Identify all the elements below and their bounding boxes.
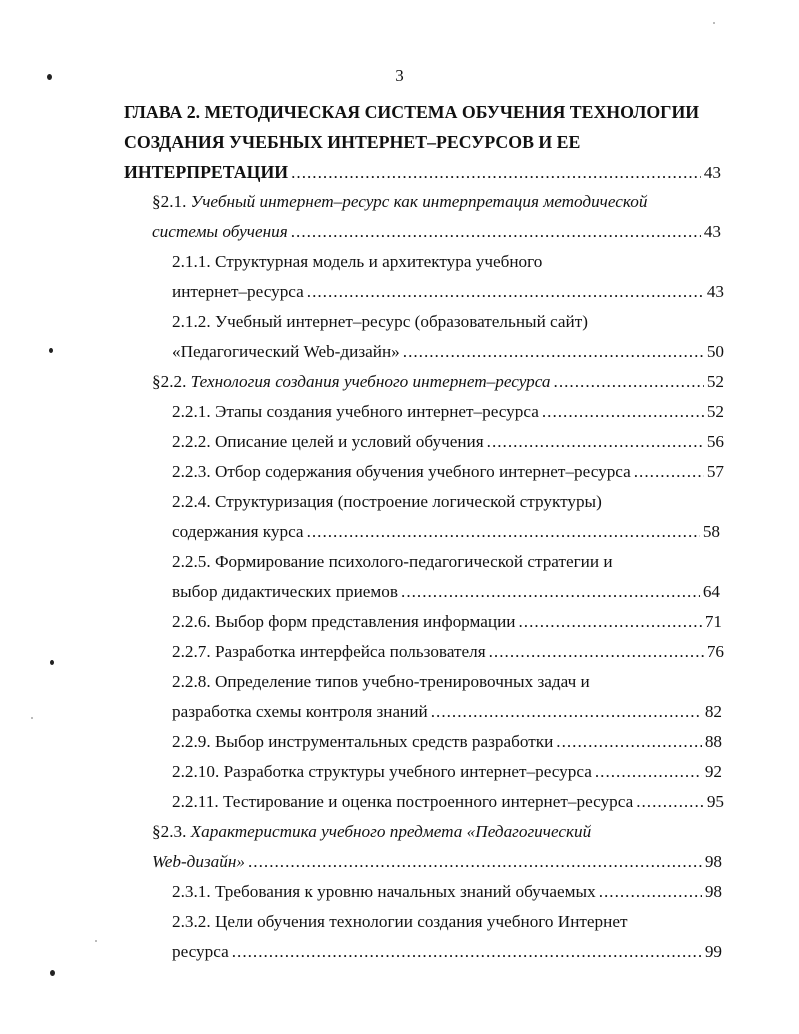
item-page: 50 <box>706 342 724 361</box>
scan-speck <box>95 940 97 942</box>
item-title-cont: ресурса <box>172 942 229 961</box>
section-2-1-line-2[interactable] <box>152 222 721 248</box>
leader-dots <box>307 282 704 302</box>
section-2-3-line-2[interactable] <box>152 852 722 878</box>
leader-dots <box>636 792 704 812</box>
item-title: Требования к уровню начальных знаний обучаемых <box>214 882 596 901</box>
chapter-title-line-3: ИНТЕРПРЕТАЦИИ <box>124 162 289 182</box>
scan-mark <box>49 348 53 353</box>
toc-item-2-2-4[interactable] <box>172 492 712 518</box>
item-number: 2.2.3. <box>172 462 211 481</box>
item-number: 2.1.2. <box>172 312 211 331</box>
item-title: Этапы создания учебного интернет–ресурса <box>214 402 539 421</box>
leader-dots <box>556 732 702 752</box>
section-title: Характеристика учебного предмета «Педагогический <box>190 822 592 841</box>
leader-dots <box>634 462 704 482</box>
section-title: Учебный интернет–ресурс как интерпретация методической <box>190 192 648 211</box>
item-page: 88 <box>704 732 722 751</box>
item-number: 2.1.1. <box>172 252 211 271</box>
item-number: 2.3.2. <box>172 912 211 931</box>
scan-mark <box>50 660 54 665</box>
section-2-1-line-1[interactable] <box>152 192 712 218</box>
item-title-cont: выбор дидактических приемов <box>172 582 399 601</box>
item-page: 52 <box>706 402 724 421</box>
item-number: 2.2.2. <box>172 432 211 451</box>
leader-dots <box>554 372 704 392</box>
item-number: 2.2.10. <box>172 762 220 781</box>
toc-item-2-2-4-cont[interactable] <box>172 522 720 548</box>
item-number: 2.2.5. <box>172 552 211 571</box>
item-page: 58 <box>702 522 720 541</box>
section-page: 52 <box>706 372 724 391</box>
item-title: Учебный интернет–ресурс (образовательный сайт) <box>214 312 588 331</box>
item-page: 71 <box>704 612 722 631</box>
item-title-cont: «Педагогический Web-дизайн» <box>172 342 400 361</box>
toc-item-2-2-5-cont[interactable] <box>172 582 720 608</box>
item-number: 2.2.11. <box>172 792 219 811</box>
leader-dots <box>401 582 700 602</box>
item-title-cont: интернет–ресурса <box>172 282 304 301</box>
item-title: Структурная модель и архитектура учебного <box>214 252 543 271</box>
section-number: §2.2. <box>152 372 187 391</box>
item-page: 64 <box>702 582 720 601</box>
chapter-title-line-1: ГЛАВА 2. МЕТОДИЧЕСКАЯ СИСТЕМА ОБУЧЕНИЯ ТЕХНОЛОГИИ <box>124 102 700 122</box>
item-page: 92 <box>704 762 722 781</box>
item-number: 2.2.6. <box>172 612 211 631</box>
toc-item-2-2-11[interactable] <box>172 792 724 818</box>
toc-item-2-3-1[interactable] <box>172 882 722 908</box>
toc-item-2-2-2[interactable] <box>172 432 724 458</box>
item-number: 2.2.4. <box>172 492 211 511</box>
toc-item-2-1-2[interactable] <box>172 312 712 338</box>
leader-dots <box>595 762 702 782</box>
toc-item-2-2-1[interactable] <box>172 402 724 428</box>
leader-dots <box>291 222 701 242</box>
section-page: 43 <box>703 222 721 241</box>
item-title: Разработка структуры учебного интернет–ресурса <box>223 762 592 781</box>
section-title-cont: Web-дизайн» <box>152 852 245 871</box>
item-title: Выбор форм представления информации <box>214 612 516 631</box>
item-page: 95 <box>706 792 724 811</box>
item-number: 2.2.1. <box>172 402 211 421</box>
toc-item-2-2-8-cont[interactable] <box>172 702 722 728</box>
section-title: Технология создания учебного интернет–ресурса <box>190 372 551 391</box>
leader-dots <box>307 522 700 542</box>
scan-speck <box>713 22 715 24</box>
leader-dots <box>291 163 701 183</box>
toc-item-2-2-8[interactable] <box>172 672 712 698</box>
section-2-3-line-1[interactable] <box>152 822 712 848</box>
item-title: Выбор инструментальных средств разработки <box>214 732 554 751</box>
chapter-title-line-2: СОЗДАНИЯ УЧЕБНЫХ ИНТЕРНЕТ–РЕСУРСОВ И ЕЕ <box>124 132 581 152</box>
item-page: 82 <box>704 702 722 721</box>
section-title-cont: системы обучения <box>152 222 288 241</box>
leader-dots <box>599 882 702 902</box>
item-title: Разработка интерфейса пользователя <box>214 642 486 661</box>
item-title: Структуризация (построение логической структуры) <box>214 492 602 511</box>
toc-item-2-2-5[interactable] <box>172 552 712 578</box>
section-number: §2.1. <box>152 192 187 211</box>
leader-dots <box>431 702 702 722</box>
toc-item-2-3-2-cont[interactable] <box>172 942 722 968</box>
leader-dots <box>489 642 704 662</box>
toc-item-2-1-1-cont[interactable] <box>172 282 724 308</box>
item-page: 98 <box>704 882 722 901</box>
toc-item-2-2-3[interactable] <box>172 462 724 488</box>
toc-item-2-2-6[interactable] <box>172 612 722 638</box>
chapter-entry[interactable] <box>124 162 721 188</box>
item-title-cont: содержания курса <box>172 522 304 541</box>
item-title: Тестирование и оценка построенного интернет–ресурса <box>222 792 634 811</box>
toc-item-2-2-10[interactable] <box>172 762 722 788</box>
toc-item-2-2-7[interactable] <box>172 642 724 668</box>
item-number: 2.2.7. <box>172 642 211 661</box>
leader-dots <box>403 342 704 362</box>
page-number: 3 <box>395 66 404 85</box>
item-title: Отбор содержания обучения учебного интернет–ресурса <box>214 462 631 481</box>
toc-item-2-2-9[interactable] <box>172 732 722 758</box>
item-title-cont: разработка схемы контроля знаний <box>172 702 428 721</box>
item-title: Описание целей и условий обучения <box>214 432 484 451</box>
section-page: 98 <box>704 852 722 871</box>
item-title: Формирование психолого-педагогической стратегии и <box>214 552 613 571</box>
leader-dots <box>232 942 702 962</box>
section-number: §2.3. <box>152 822 187 841</box>
item-page: 57 <box>706 462 724 481</box>
leader-dots <box>519 612 702 632</box>
scan-mark <box>47 74 52 80</box>
toc-item-2-1-1[interactable] <box>172 252 712 278</box>
item-number: 2.3.1. <box>172 882 211 901</box>
scan-mark <box>50 970 55 976</box>
toc-item-2-1-2-cont[interactable] <box>172 342 724 368</box>
item-page: 43 <box>706 282 724 301</box>
item-page: 76 <box>706 642 724 661</box>
section-2-2[interactable] <box>152 372 724 398</box>
leader-dots <box>248 852 702 872</box>
leader-dots <box>542 402 704 422</box>
item-page: 99 <box>704 942 722 961</box>
item-number: 2.2.9. <box>172 732 211 751</box>
item-page: 56 <box>706 432 724 451</box>
chapter-page: 43 <box>703 163 721 182</box>
leader-dots <box>487 432 704 452</box>
scan-speck <box>31 717 33 719</box>
item-title: Определение типов учебно-тренировочных задач и <box>214 672 590 691</box>
item-title: Цели обучения технологии создания учебного Интернет <box>214 912 628 931</box>
item-number: 2.2.8. <box>172 672 211 691</box>
toc-item-2-3-2[interactable] <box>172 912 712 938</box>
